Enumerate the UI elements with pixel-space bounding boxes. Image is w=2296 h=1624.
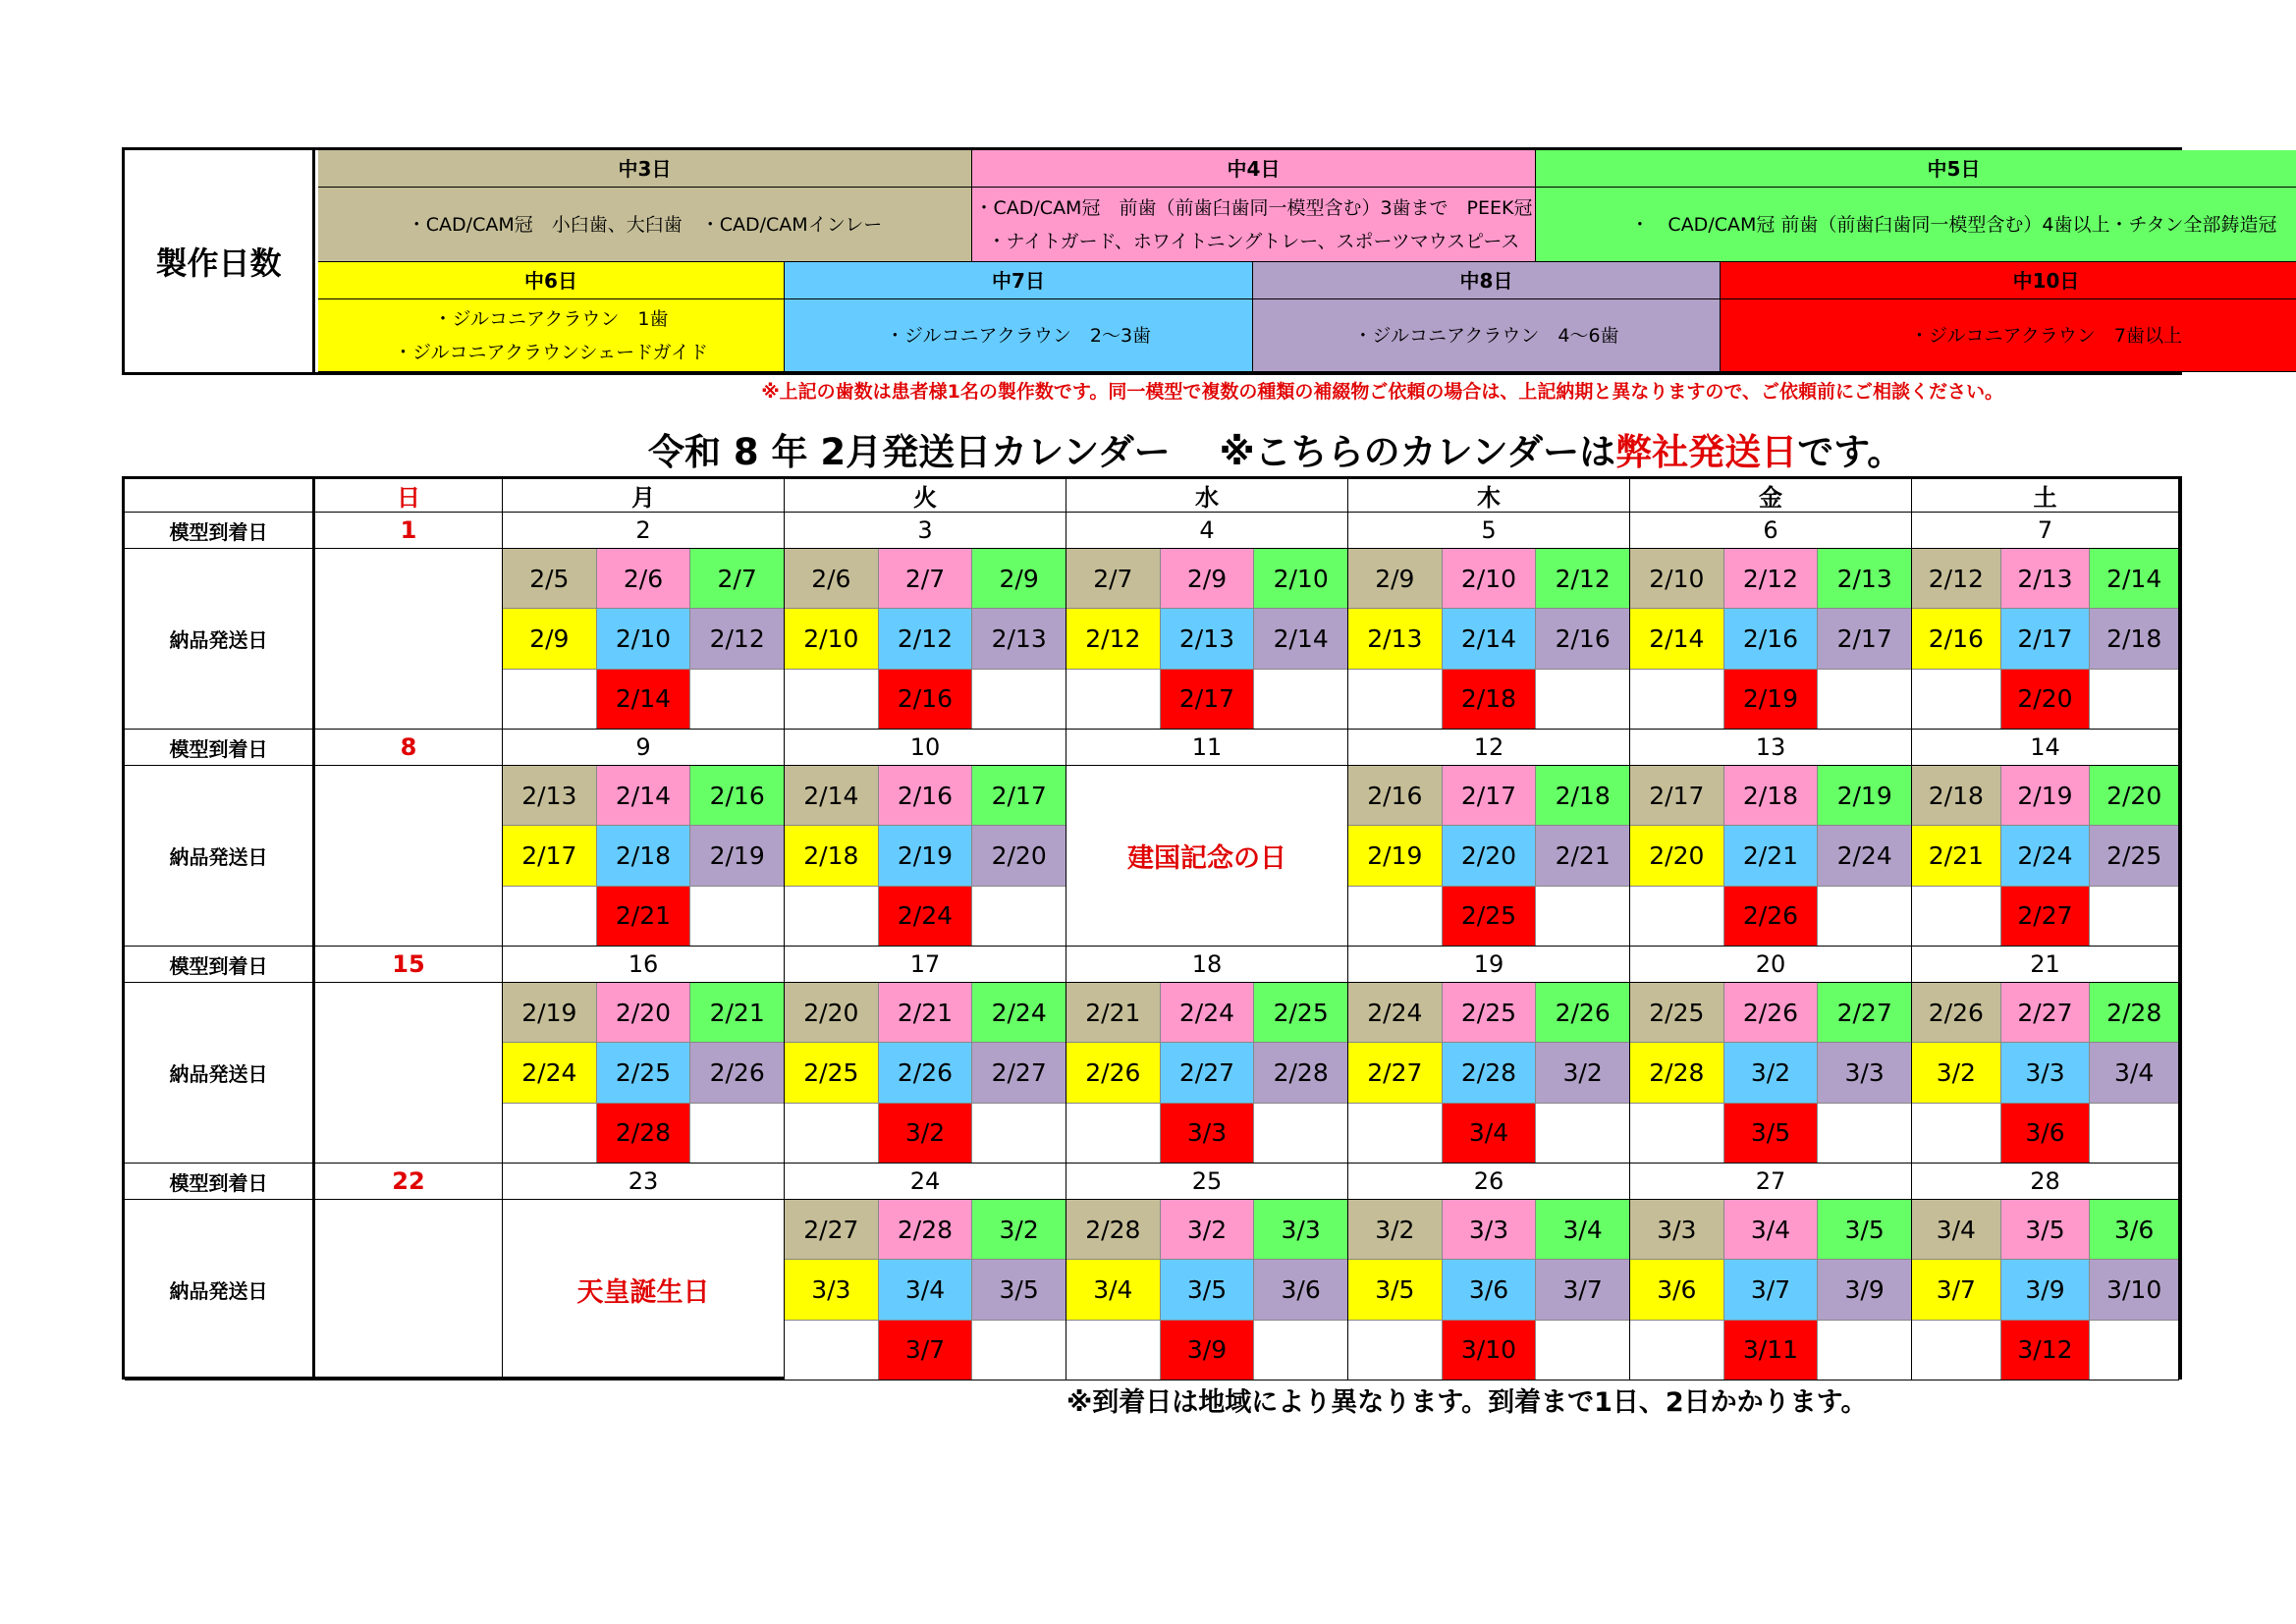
ship-date: 2/19 <box>690 826 785 886</box>
legend-group-label: 中4日 <box>972 150 1536 188</box>
empty-cell <box>690 670 785 730</box>
weekday-header: 金 <box>1630 479 1912 513</box>
empty-cell <box>1536 887 1630 947</box>
ship-date: 2/16 <box>1348 766 1443 826</box>
legend-group-label: 中6日 <box>318 262 785 299</box>
empty-cell <box>690 887 785 947</box>
ship-date: 2/20 <box>2090 766 2179 826</box>
empty-cell <box>1818 670 1912 730</box>
ship-date: 2/21 <box>1066 983 1161 1043</box>
ship-date: 2/25 <box>1254 983 1348 1043</box>
ship-date: 2/21 <box>1724 826 1819 886</box>
ship-date: 3/5 <box>1818 1200 1912 1260</box>
legend-item: ・CAD/CAM冠 前歯（前歯臼歯同一模型含む）3歯まで PEEK冠 <box>974 196 1533 219</box>
ship-date: 3/2 <box>1724 1043 1819 1103</box>
arrival-label: 模型到着日 <box>125 513 315 549</box>
empty-cell <box>1818 1321 1912 1380</box>
ship-date: 2/24 <box>879 887 973 947</box>
arrival-date: 10 <box>785 730 1066 766</box>
ship-date: 2/16 <box>690 766 785 826</box>
ship-date: 2/20 <box>785 983 879 1043</box>
production-days-legend <box>122 147 2277 375</box>
legend-group-items <box>318 188 972 262</box>
empty-cell <box>972 1321 1066 1380</box>
ship-date: 3/2 <box>1912 1043 2001 1103</box>
arrival-date: 23 <box>503 1164 785 1200</box>
empty-cell <box>785 887 879 947</box>
ship-label: 納品発送日 <box>125 983 315 1164</box>
empty-cell <box>1066 1321 1161 1380</box>
ship-date: 2/19 <box>879 826 973 886</box>
ship-date: 2/12 <box>1536 549 1630 609</box>
arrival-date: 27 <box>1630 1164 1912 1200</box>
ship-date: 2/18 <box>1536 766 1630 826</box>
ship-date: 2/13 <box>2001 549 2091 609</box>
empty-cell <box>1536 670 1630 730</box>
empty-cell <box>785 1321 879 1380</box>
empty-cell <box>315 1200 503 1380</box>
ship-date: 2/24 <box>1818 826 1912 886</box>
ship-date: 3/2 <box>1348 1200 1443 1260</box>
ship-date: 2/18 <box>2090 609 2179 669</box>
legend-group-label: 中10日 <box>1721 262 2296 299</box>
ship-date: 3/5 <box>1161 1260 1255 1320</box>
ship-date: 2/19 <box>2001 766 2091 826</box>
ship-date: 2/27 <box>785 1200 879 1260</box>
empty-cell <box>1630 887 1724 947</box>
ship-date: 2/9 <box>1161 549 1255 609</box>
ship-date: 2/28 <box>1443 1043 1537 1103</box>
arrival-footnote: ※到着日は地域により異なります。到着まで1日、2日かかります。 <box>1066 1387 1868 1418</box>
ship-date: 2/18 <box>1443 670 1537 730</box>
ship-date: 2/12 <box>1724 549 1819 609</box>
ship-date: 2/21 <box>597 887 691 947</box>
empty-cell <box>1912 670 2001 730</box>
arrival-date: 14 <box>1912 730 2179 766</box>
ship-date: 2/19 <box>1818 766 1912 826</box>
ship-date: 2/24 <box>972 983 1066 1043</box>
arrival-date: 12 <box>1348 730 1630 766</box>
empty-cell <box>503 670 597 730</box>
empty-cell <box>972 670 1066 730</box>
ship-date: 2/14 <box>1254 609 1348 669</box>
ship-date: 2/12 <box>1912 549 2001 609</box>
ship-date: 2/18 <box>785 826 879 886</box>
ship-date: 2/27 <box>1818 983 1912 1043</box>
ship-date: 3/10 <box>1443 1321 1537 1380</box>
arrival-date: 25 <box>1066 1164 1348 1200</box>
empty-cell <box>1630 670 1724 730</box>
ship-date: 3/11 <box>1724 1321 1819 1380</box>
ship-date: 2/28 <box>1254 1043 1348 1103</box>
empty-cell <box>1348 887 1443 947</box>
empty-cell <box>1254 670 1348 730</box>
ship-date: 2/26 <box>1536 983 1630 1043</box>
ship-date: 2/16 <box>1724 609 1819 669</box>
legend-group-label: 中7日 <box>785 262 1253 299</box>
legend-group-items <box>1536 188 2296 262</box>
ship-date: 3/9 <box>1818 1260 1912 1320</box>
ship-date: 3/3 <box>1818 1043 1912 1103</box>
ship-date: 2/13 <box>972 609 1066 669</box>
empty-cell <box>1912 1104 2001 1164</box>
ship-date: 2/28 <box>1630 1043 1724 1103</box>
weekday-header: 水 <box>1066 479 1348 513</box>
title-tail: です。 <box>1797 431 1904 473</box>
ship-date: 2/27 <box>2001 983 2091 1043</box>
arrival-date: 26 <box>1348 1164 1630 1200</box>
ship-date: 3/4 <box>1443 1104 1537 1164</box>
arrival-date: 28 <box>1912 1164 2179 1200</box>
empty-cell <box>1630 1321 1724 1380</box>
ship-date: 3/6 <box>1630 1260 1724 1320</box>
legend-group-label: 中3日 <box>318 150 972 188</box>
weekday-header: 日 <box>315 479 503 513</box>
ship-date: 2/6 <box>785 549 879 609</box>
arrival-label: 模型到着日 <box>125 1164 315 1200</box>
ship-date: 2/7 <box>690 549 785 609</box>
ship-date: 2/27 <box>972 1043 1066 1103</box>
arrival-date: 7 <box>1912 513 2179 549</box>
ship-date: 3/3 <box>1630 1200 1724 1260</box>
empty-cell <box>1066 1104 1161 1164</box>
ship-date: 2/26 <box>1724 887 1819 947</box>
ship-date: 3/6 <box>2090 1200 2179 1260</box>
ship-date: 2/16 <box>1912 609 2001 669</box>
ship-date: 2/24 <box>1161 983 1255 1043</box>
ship-date: 2/25 <box>1630 983 1724 1043</box>
ship-date: 3/7 <box>1536 1260 1630 1320</box>
ship-date: 2/19 <box>503 983 597 1043</box>
ship-date: 3/4 <box>1066 1260 1161 1320</box>
ship-date: 3/9 <box>2001 1260 2091 1320</box>
ship-date: 2/14 <box>2090 549 2179 609</box>
empty-cell <box>972 1104 1066 1164</box>
legend-item: ・CAD/CAM冠 小臼歯、大臼歯 ・CAD/CAMインレー <box>407 213 883 236</box>
ship-date: 2/26 <box>690 1043 785 1103</box>
ship-date: 3/5 <box>1724 1104 1819 1164</box>
ship-date: 2/20 <box>2001 670 2091 730</box>
ship-date: 2/13 <box>1161 609 1255 669</box>
ship-date: 2/24 <box>1348 983 1443 1043</box>
empty-cell <box>1254 1321 1348 1380</box>
ship-date: 3/3 <box>785 1260 879 1320</box>
ship-date: 2/10 <box>1630 549 1724 609</box>
empty-cell <box>785 670 879 730</box>
ship-date: 2/25 <box>2090 826 2179 886</box>
empty-cell <box>1912 1321 2001 1380</box>
ship-date: 2/9 <box>972 549 1066 609</box>
ship-date: 2/6 <box>597 549 691 609</box>
ship-date: 2/10 <box>1254 549 1348 609</box>
empty-cell <box>1066 670 1161 730</box>
ship-label: 納品発送日 <box>125 1200 315 1380</box>
arrival-label: 模型到着日 <box>125 947 315 983</box>
arrival-date: 11 <box>1066 730 1348 766</box>
arrival-date: 5 <box>1348 513 1630 549</box>
page-title <box>648 422 2160 475</box>
legend-item: ・ジルコニアクラウンシェードガイド <box>394 341 708 363</box>
ship-date: 3/12 <box>2001 1321 2091 1380</box>
title-main: 令和 8 年 2月発送日カレンダー ※こちらのカレンダーは <box>648 431 1616 473</box>
ship-label: 納品発送日 <box>125 766 315 947</box>
ship-date: 2/14 <box>1443 609 1537 669</box>
arrival-date: 2 <box>503 513 785 549</box>
ship-label: 納品発送日 <box>125 549 315 730</box>
ship-date: 3/3 <box>1161 1104 1255 1164</box>
corner-cell <box>125 479 315 513</box>
legend-group-items <box>972 188 1536 262</box>
empty-cell <box>1536 1104 1630 1164</box>
empty-cell <box>972 887 1066 947</box>
ship-date: 3/6 <box>1443 1260 1537 1320</box>
empty-cell <box>785 1104 879 1164</box>
ship-date: 2/26 <box>879 1043 973 1103</box>
ship-date: 2/14 <box>785 766 879 826</box>
ship-date: 2/9 <box>503 609 597 669</box>
arrival-date: 6 <box>1630 513 1912 549</box>
ship-date: 2/17 <box>972 766 1066 826</box>
ship-date: 3/4 <box>1536 1200 1630 1260</box>
ship-date: 2/25 <box>597 1043 691 1103</box>
ship-date: 2/19 <box>1348 826 1443 886</box>
ship-date: 2/26 <box>1724 983 1819 1043</box>
ship-date: 3/9 <box>1161 1321 1255 1380</box>
title-emphasis: 弊社発送日 <box>1615 431 1798 473</box>
ship-date: 2/10 <box>1443 549 1537 609</box>
ship-date: 3/4 <box>1912 1200 2001 1260</box>
ship-date: 2/27 <box>1348 1043 1443 1103</box>
ship-date: 2/13 <box>503 766 597 826</box>
legend-item: ・ジルコニアクラウン 4～6歯 <box>1353 324 1619 347</box>
ship-date: 2/13 <box>1818 549 1912 609</box>
legend-group-items <box>785 299 1253 372</box>
ship-date: 2/18 <box>1912 766 2001 826</box>
ship-date: 2/17 <box>1161 670 1255 730</box>
ship-date: 2/12 <box>1066 609 1161 669</box>
arrival-date: 13 <box>1630 730 1912 766</box>
ship-date: 2/10 <box>597 609 691 669</box>
ship-date: 2/24 <box>503 1043 597 1103</box>
ship-date: 3/4 <box>2090 1043 2179 1103</box>
empty-cell <box>1630 1104 1724 1164</box>
ship-date: 2/7 <box>1066 549 1161 609</box>
ship-date: 2/25 <box>1443 887 1537 947</box>
arrival-date: 3 <box>785 513 1066 549</box>
empty-cell <box>1348 1321 1443 1380</box>
arrival-date: 9 <box>503 730 785 766</box>
ship-date: 2/16 <box>879 766 973 826</box>
weekday-header: 木 <box>1348 479 1630 513</box>
ship-date: 2/17 <box>2001 609 2091 669</box>
empty-cell <box>690 1104 785 1164</box>
ship-date: 2/18 <box>1724 766 1819 826</box>
ship-date: 3/6 <box>1254 1260 1348 1320</box>
ship-date: 2/17 <box>1443 766 1537 826</box>
ship-date: 2/21 <box>1536 826 1630 886</box>
legend-group-items <box>1253 299 1721 372</box>
ship-date: 3/3 <box>1254 1200 1348 1260</box>
empty-cell <box>1254 1104 1348 1164</box>
empty-cell <box>2090 670 2179 730</box>
empty-cell <box>1912 887 2001 947</box>
ship-date: 2/28 <box>2090 983 2179 1043</box>
ship-date: 2/19 <box>1724 670 1819 730</box>
ship-date: 2/20 <box>1630 826 1724 886</box>
ship-date: 3/5 <box>1348 1260 1443 1320</box>
ship-date: 3/5 <box>972 1260 1066 1320</box>
arrival-date: 8 <box>315 730 503 766</box>
ship-date: 3/2 <box>879 1104 973 1164</box>
ship-date: 2/14 <box>597 766 691 826</box>
ship-date: 2/12 <box>879 609 973 669</box>
legend-item: ・ナイトガード、ホワイトニングトレー、スポーツマウスピース <box>987 230 1520 252</box>
ship-date: 2/20 <box>597 983 691 1043</box>
arrival-date: 19 <box>1348 947 1630 983</box>
ship-date: 2/27 <box>2001 887 2091 947</box>
ship-date: 2/24 <box>2001 826 2091 886</box>
ship-date: 3/3 <box>2001 1043 2091 1103</box>
legend-group-label: 中5日 <box>1536 150 2296 188</box>
ship-date: 3/3 <box>1443 1200 1537 1260</box>
holiday-label: 建国記念の日 <box>1066 766 1348 947</box>
ship-date: 3/7 <box>1724 1260 1819 1320</box>
arrival-date: 21 <box>1912 947 2179 983</box>
arrival-date: 18 <box>1066 947 1348 983</box>
ship-date: 3/2 <box>972 1200 1066 1260</box>
ship-date: 2/26 <box>1912 983 2001 1043</box>
arrival-date: 17 <box>785 947 1066 983</box>
legend-header: 製作日数 <box>125 150 315 372</box>
arrival-date: 24 <box>785 1164 1066 1200</box>
empty-cell <box>1348 1104 1443 1164</box>
ship-date: 2/17 <box>1818 609 1912 669</box>
empty-cell <box>503 887 597 947</box>
ship-date: 2/20 <box>1443 826 1537 886</box>
ship-date: 3/4 <box>879 1260 973 1320</box>
arrival-date: 4 <box>1066 513 1348 549</box>
empty-cell <box>2090 887 2179 947</box>
arrival-date: 16 <box>503 947 785 983</box>
empty-cell <box>2090 1104 2179 1164</box>
weekday-header: 火 <box>785 479 1066 513</box>
empty-cell <box>1348 670 1443 730</box>
empty-cell <box>315 983 503 1164</box>
ship-date: 3/7 <box>879 1321 973 1380</box>
ship-date: 2/25 <box>785 1043 879 1103</box>
ship-date: 2/7 <box>879 549 973 609</box>
ship-date: 2/10 <box>785 609 879 669</box>
ship-date: 2/14 <box>597 670 691 730</box>
empty-cell <box>1818 887 1912 947</box>
ship-date: 2/16 <box>879 670 973 730</box>
arrival-label: 模型到着日 <box>125 730 315 766</box>
ship-date: 2/26 <box>1066 1043 1161 1103</box>
empty-cell <box>315 549 503 730</box>
legend-footnote: ※上記の歯数は患者様1名の製作数です。同一模型で複数の種類の補綴物ご依頼の場合は、上記納期と異なりますので、ご依頼前にご相談ください。 <box>761 381 2003 403</box>
ship-date: 2/18 <box>597 826 691 886</box>
arrival-date: 20 <box>1630 947 1912 983</box>
shipping-calendar <box>122 476 2182 1380</box>
ship-date: 2/12 <box>690 609 785 669</box>
weekday-header: 土 <box>1912 479 2179 513</box>
ship-date: 2/21 <box>690 983 785 1043</box>
ship-date: 2/27 <box>1161 1043 1255 1103</box>
empty-cell <box>503 1104 597 1164</box>
holiday-label: 天皇誕生日 <box>503 1200 785 1380</box>
arrival-date: 15 <box>315 947 503 983</box>
ship-date: 3/2 <box>1536 1043 1630 1103</box>
ship-date: 3/7 <box>1912 1260 2001 1320</box>
legend-item: ・ CAD/CAM冠 前歯（前歯臼歯同一模型含む）4歯以上・チタン全部鋳造冠 <box>1630 213 2277 236</box>
ship-date: 2/20 <box>972 826 1066 886</box>
ship-date: 3/5 <box>2001 1200 2091 1260</box>
ship-date: 2/17 <box>503 826 597 886</box>
arrival-date: 22 <box>315 1164 503 1200</box>
ship-date: 2/28 <box>879 1200 973 1260</box>
ship-date: 3/10 <box>2090 1260 2179 1320</box>
empty-cell <box>315 766 503 947</box>
ship-date: 2/9 <box>1348 549 1443 609</box>
legend-group-label: 中8日 <box>1253 262 1721 299</box>
legend-group-items <box>318 299 785 372</box>
ship-date: 2/21 <box>879 983 973 1043</box>
legend-item: ・ジルコニアクラウン 2～3歯 <box>885 324 1152 347</box>
ship-date: 2/17 <box>1630 766 1724 826</box>
legend-item: ・ジルコニアクラウン 1歯 <box>433 307 669 330</box>
legend-group-items <box>1721 299 2296 372</box>
ship-date: 3/4 <box>1724 1200 1819 1260</box>
ship-date: 2/14 <box>1630 609 1724 669</box>
ship-date: 2/28 <box>597 1104 691 1164</box>
empty-cell <box>1818 1104 1912 1164</box>
ship-date: 2/25 <box>1443 983 1537 1043</box>
weekday-header: 月 <box>503 479 785 513</box>
empty-cell <box>2090 1321 2179 1380</box>
legend-item: ・ジルコニアクラウン 7歯以上 <box>1909 324 2183 347</box>
ship-date: 2/21 <box>1912 826 2001 886</box>
ship-date: 2/13 <box>1348 609 1443 669</box>
arrival-date: 1 <box>315 513 503 549</box>
ship-date: 2/5 <box>503 549 597 609</box>
ship-date: 2/28 <box>1066 1200 1161 1260</box>
ship-date: 2/16 <box>1536 609 1630 669</box>
ship-date: 3/2 <box>1161 1200 1255 1260</box>
empty-cell <box>1536 1321 1630 1380</box>
ship-date: 3/6 <box>2001 1104 2091 1164</box>
